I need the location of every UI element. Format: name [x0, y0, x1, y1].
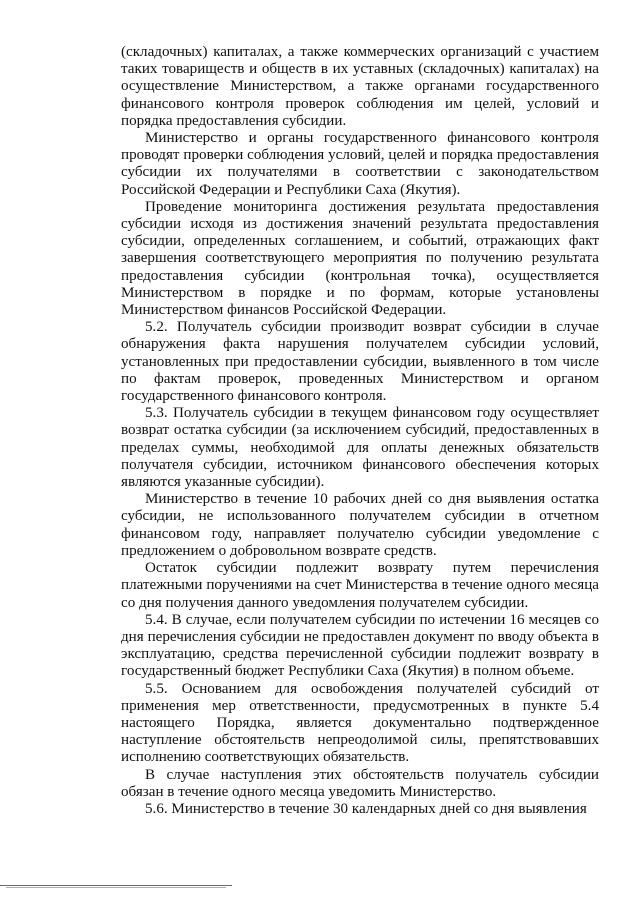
paragraph-5-2: 5.2. Получатель субсидии производит возврат субсидии в случае обнаружения факта нарушения получателем субсидии условий, установленных при предоставлении субсидии, выявленного в том числе по фактам проверок, проведенных Министерством и органом государственного финансового контроля. [121, 319, 599, 405]
paragraph-5-5: 5.5. Основанием для освобождения получателей субсидий от применения мер ответственности, предусмотренных в пункте 5.4 настоящего Порядка, является документально подтвержденное наступление обстоятельств непреодолимой силы, препятствовавших исполнению соответствующих обязательств. [121, 680, 599, 766]
paragraph-5-3: 5.3. Получатель субсидии в текущем финансовом году осуществляет возврат остатка субсидии (за исключением субсидий, предоставленных в пределах суммы, необходимой для оплаты денежных обязательств получателя субсидии, источником финансового обеспечения которых являются указанные субсидии). [121, 405, 599, 491]
paragraph-remainder-return: Остаток субсидии подлежит возврату путем перечисления платежными поручениями на счет Министерства в течение одного месяца со дня получения данного уведомления получателем субсидии. [121, 560, 599, 611]
paragraph-continuation: (складочных) капиталах, а также коммерческих организаций с участием таких товариществ и обществ в их уставных (складочных) капиталах) на осуществление Министерством, а также органами государственного финансового контроля проверок соблюдения им целей, условий и порядка предоставления субсидии. [121, 44, 599, 129]
scan-edge-line [0, 885, 232, 886]
paragraph-5-6: 5.6. Министерство в течение 30 календарных дней со дня выявления [145, 800, 587, 817]
paragraph-5-4: 5.4. В случае, если получателем субсидии по истечении 16 месяцев со дня перечисления субсидии не предоставлен документ по вводу объекта в эксплуатацию, средства перечисленной субсидии подлежит возврату в государственный бюджет Республики Саха (Якутия) в полном объеме. [121, 611, 599, 680]
document-body [121, 44, 599, 818]
paragraph-inspections: Министерство и органы государственного финансового контроля проводят проверки соблюдения условий, целей и порядка предоставления субсидии их получателями в соответствии с законодательством Российской Федерации и Республики Саха (Якутия). [121, 130, 599, 198]
paragraph-force-majeure-notice: В случае наступления этих обстоятельств получатель субсидии обязан в течение одного месяца уведомить Министерство. [121, 766, 599, 800]
paragraph-monitoring: Проведение мониторинга достижения результата предоставления субсидии исходя из достижения значений результата предоставления субсидии, определенных соглашением, и событий, отражающих факт завершения соответствующего мероприятия по получению результата предоставления субсидии (контрольная точка), осуществляется Министерством в порядке и по формам, которые установлены Министерством финансов Российской Федерации. [121, 198, 599, 319]
scan-edge-line-faint [6, 887, 226, 888]
paragraph-ministry-notice: Министерство в течение 10 рабочих дней со дня выявления остатка субсидии, не использованного получателем субсидии в отчетном финансовом году, направляет получателю субсидии уведомление с предложением о добровольном возврате средств. [121, 491, 599, 559]
